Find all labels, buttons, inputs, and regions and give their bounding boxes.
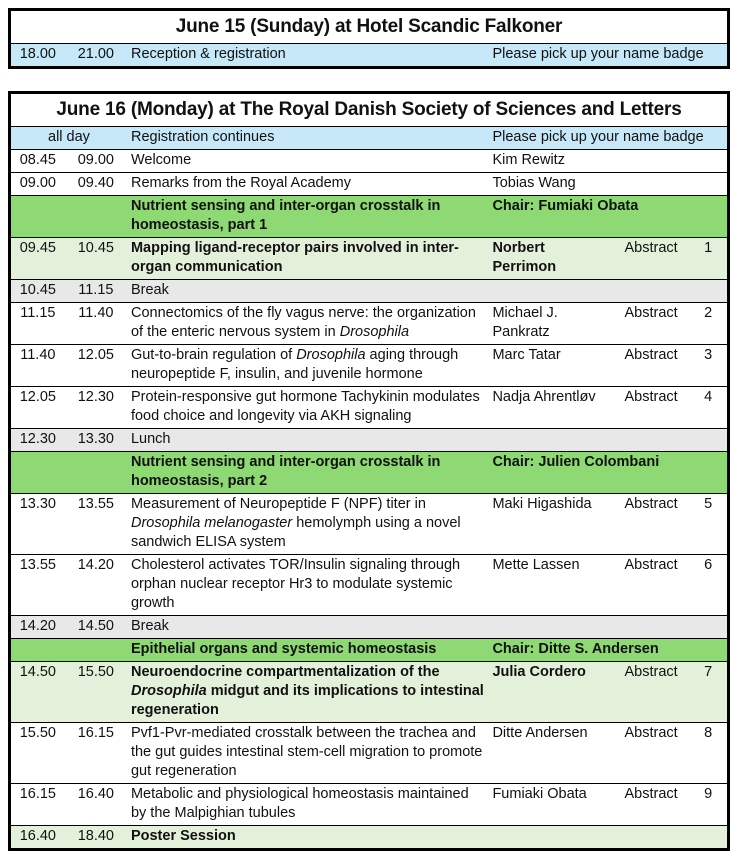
table2-row-6-break xyxy=(10,280,729,303)
speaker-cell: Norbert Perrimon xyxy=(488,238,613,280)
speaker-cell: Kim Rewitz xyxy=(488,150,728,173)
text: Epithelial organs and systemic homeostasis xyxy=(130,641,437,657)
talk-title-cell xyxy=(127,826,729,850)
table2-row-16-keynote xyxy=(10,662,729,723)
table2-row-3-normal xyxy=(10,173,729,196)
june16-title-row xyxy=(10,93,729,127)
june16-table-title: June 16 (Monday) at The Royal Danish Society of Sciences and Letters xyxy=(56,99,682,120)
abstract-link-cell[interactable]: Abstract xyxy=(613,662,689,723)
text: Measurement of Neuropeptide F (NPF) titer in xyxy=(130,496,426,512)
start-time-cell: 14.20 xyxy=(10,616,65,639)
start-time-cell: 10.45 xyxy=(10,280,65,303)
text: aging through neuropeptide F, insulin, and juvenile hormone xyxy=(130,347,459,382)
table2-row-2-normal xyxy=(10,150,729,173)
text: Reception & registration xyxy=(130,46,286,62)
text: Connectomics of the fly vagus nerve: the organization of the enteric nervous system in xyxy=(130,305,476,340)
end-time-cell: 16.40 xyxy=(65,784,127,826)
table2-row-19-poster xyxy=(10,826,729,850)
italic-text: Drosophila melanogaster xyxy=(130,515,293,531)
start-time-cell: 18.00 xyxy=(10,44,65,68)
text: Gut-to-brain regulation of xyxy=(130,347,297,363)
table2-row-9-normal xyxy=(10,387,729,429)
badge-note-cell: Please pick up your name badge xyxy=(488,127,728,150)
text: Registration continues xyxy=(130,129,275,145)
text: hemolymph using a novel sandwich ELISA system xyxy=(130,515,461,550)
italic-text: Drosophila xyxy=(339,324,410,340)
table2-row-12-normal xyxy=(10,494,729,555)
table2-row-14-break xyxy=(10,616,729,639)
text: Metabolic and physiological homeostasis maintained by the Malpighian tubules xyxy=(130,786,469,821)
abstract-link-cell[interactable]: Abstract xyxy=(613,723,689,784)
talk-title-cell xyxy=(127,303,488,345)
text: Neuroendocrine compartmentalization of the xyxy=(130,664,440,680)
speaker-cell: Julia Cordero xyxy=(488,662,613,723)
all-day-cell: all day xyxy=(10,127,127,150)
start-time-cell: 09.00 xyxy=(10,173,65,196)
italic-text: Drosophila xyxy=(130,683,207,699)
text: Lunch xyxy=(130,431,171,447)
speaker-cell: Marc Tatar xyxy=(488,345,613,387)
june15-title-row xyxy=(10,10,729,44)
start-time-cell: 16.40 xyxy=(10,826,65,850)
start-time-cell: 08.45 xyxy=(10,150,65,173)
abstract-link-cell[interactable]: Abstract xyxy=(613,784,689,826)
talk-title-cell xyxy=(127,127,488,150)
abstract-number-cell: 9 xyxy=(689,784,728,826)
abstract-link-cell[interactable]: Abstract xyxy=(613,387,689,429)
session-empty-time-cell xyxy=(10,639,127,662)
abstract-link-cell[interactable]: Abstract xyxy=(613,238,689,280)
abstract-link-cell[interactable]: Abstract xyxy=(613,345,689,387)
text: Pvf1-Pvr-mediated crosstalk between the trachea and the gut guides intestinal stem-cell migration to promote gut regeneration xyxy=(130,725,483,779)
end-time-cell: 14.20 xyxy=(65,555,127,616)
abstract-number-cell: 8 xyxy=(689,723,728,784)
badge-note-cell: Please pick up your name badge xyxy=(488,44,728,68)
speaker-cell: Michael J. Pankratz xyxy=(488,303,613,345)
end-time-cell: 09.40 xyxy=(65,173,127,196)
end-time-cell: 12.05 xyxy=(65,345,127,387)
table2-row-18-normal xyxy=(10,784,729,826)
table2-row-11-session xyxy=(10,452,729,494)
session-title-cell xyxy=(127,639,488,662)
start-time-cell: 11.40 xyxy=(10,345,65,387)
chair-cell: Chair: Ditte S. Andersen xyxy=(488,639,728,662)
text: Nutrient sensing and inter-organ crosstalk in homeostasis, part 1 xyxy=(130,198,441,233)
chair-cell: Chair: Julien Colombani xyxy=(488,452,728,494)
italic-text: Drosophila xyxy=(296,347,366,363)
text: Welcome xyxy=(130,152,192,168)
speaker-cell: Nadja Ahrentløv xyxy=(488,387,613,429)
end-time-cell: 11.15 xyxy=(65,280,127,303)
end-time-cell: 14.50 xyxy=(65,616,127,639)
text: Break xyxy=(130,618,169,634)
speaker-cell: Tobias Wang xyxy=(488,173,728,196)
session-empty-time-cell xyxy=(10,196,127,238)
end-time-cell: 18.40 xyxy=(65,826,127,850)
talk-title-cell xyxy=(127,238,488,280)
start-time-cell: 15.50 xyxy=(10,723,65,784)
abstract-link-cell[interactable]: Abstract xyxy=(613,303,689,345)
abstract-number-cell: 6 xyxy=(689,555,728,616)
start-time-cell: 16.15 xyxy=(10,784,65,826)
table2-row-1-info xyxy=(10,127,729,150)
talk-title-cell xyxy=(127,555,488,616)
abstract-number-cell: 2 xyxy=(689,303,728,345)
june16-schedule-table xyxy=(8,91,730,851)
end-time-cell: 11.40 xyxy=(65,303,127,345)
table2-row-17-normal xyxy=(10,723,729,784)
text: midgut and its implications to intestinal regeneration xyxy=(130,683,484,718)
table2-row-7-normal xyxy=(10,303,729,345)
speaker-cell: Fumiaki Obata xyxy=(488,784,613,826)
abstract-number-cell: 4 xyxy=(689,387,728,429)
talk-title-cell xyxy=(127,662,488,723)
table2-row-13-normal xyxy=(10,555,729,616)
start-time-cell: 09.45 xyxy=(10,238,65,280)
talk-title-cell xyxy=(127,494,488,555)
end-time-cell: 21.00 xyxy=(65,44,127,68)
table-gap xyxy=(8,69,730,91)
text: Nutrient sensing and inter-organ crosstalk in homeostasis, part 2 xyxy=(130,454,441,489)
text: Protein-responsive gut hormone Tachykinin modulates food choice and longevity via AKH signaling xyxy=(130,389,480,424)
talk-title-cell xyxy=(127,387,488,429)
speaker-cell: Maki Higashida xyxy=(488,494,613,555)
text: Remarks from the Royal Academy xyxy=(130,175,351,191)
start-time-cell: 13.55 xyxy=(10,555,65,616)
talk-title-cell xyxy=(127,429,729,452)
text: Break xyxy=(130,282,169,298)
start-time-cell: 12.05 xyxy=(10,387,65,429)
table2-row-4-session xyxy=(10,196,729,238)
abstract-number-cell: 7 xyxy=(689,662,728,723)
session-title-cell xyxy=(127,196,488,238)
session-title-cell xyxy=(127,452,488,494)
end-time-cell: 10.45 xyxy=(65,238,127,280)
abstract-number-cell: 1 xyxy=(689,238,728,280)
end-time-cell: 16.15 xyxy=(65,723,127,784)
table2-row-5-keynote xyxy=(10,238,729,280)
start-time-cell: 12.30 xyxy=(10,429,65,452)
start-time-cell: 13.30 xyxy=(10,494,65,555)
abstract-link-cell[interactable]: Abstract xyxy=(613,555,689,616)
start-time-cell: 11.15 xyxy=(10,303,65,345)
talk-title-cell xyxy=(127,280,729,303)
text: Cholesterol activates TOR/Insulin signaling through orphan nuclear receptor Hr3 to modulate systemic growth xyxy=(130,557,461,611)
table1-row-1-info xyxy=(10,44,729,68)
text: Poster Session xyxy=(130,828,236,844)
talk-title-cell xyxy=(127,784,488,826)
table2-row-15-session xyxy=(10,639,729,662)
end-time-cell: 12.30 xyxy=(65,387,127,429)
talk-title-cell xyxy=(127,150,488,173)
talk-title-cell xyxy=(127,345,488,387)
abstract-number-cell: 3 xyxy=(689,345,728,387)
table2-row-10-break xyxy=(10,429,729,452)
end-time-cell: 09.00 xyxy=(65,150,127,173)
start-time-cell: 14.50 xyxy=(10,662,65,723)
abstract-number-cell: 5 xyxy=(689,494,728,555)
talk-title-cell xyxy=(127,44,489,68)
end-time-cell: 15.50 xyxy=(65,662,127,723)
end-time-cell: 13.30 xyxy=(65,429,127,452)
speaker-cell: Ditte Andersen xyxy=(488,723,613,784)
abstract-link-cell[interactable]: Abstract xyxy=(613,494,689,555)
table2-row-8-normal xyxy=(10,345,729,387)
talk-title-cell xyxy=(127,723,488,784)
june15-schedule-table xyxy=(8,8,730,69)
chair-cell: Chair: Fumiaki Obata xyxy=(488,196,728,238)
talk-title-cell xyxy=(127,616,729,639)
june15-table-title: June 15 (Sunday) at Hotel Scandic Falkoner xyxy=(175,16,563,37)
session-empty-time-cell xyxy=(10,452,127,494)
talk-title-cell xyxy=(127,173,488,196)
speaker-cell: Mette Lassen xyxy=(488,555,613,616)
text: Mapping ligand-receptor pairs involved in inter-organ communication xyxy=(130,240,459,275)
end-time-cell: 13.55 xyxy=(65,494,127,555)
